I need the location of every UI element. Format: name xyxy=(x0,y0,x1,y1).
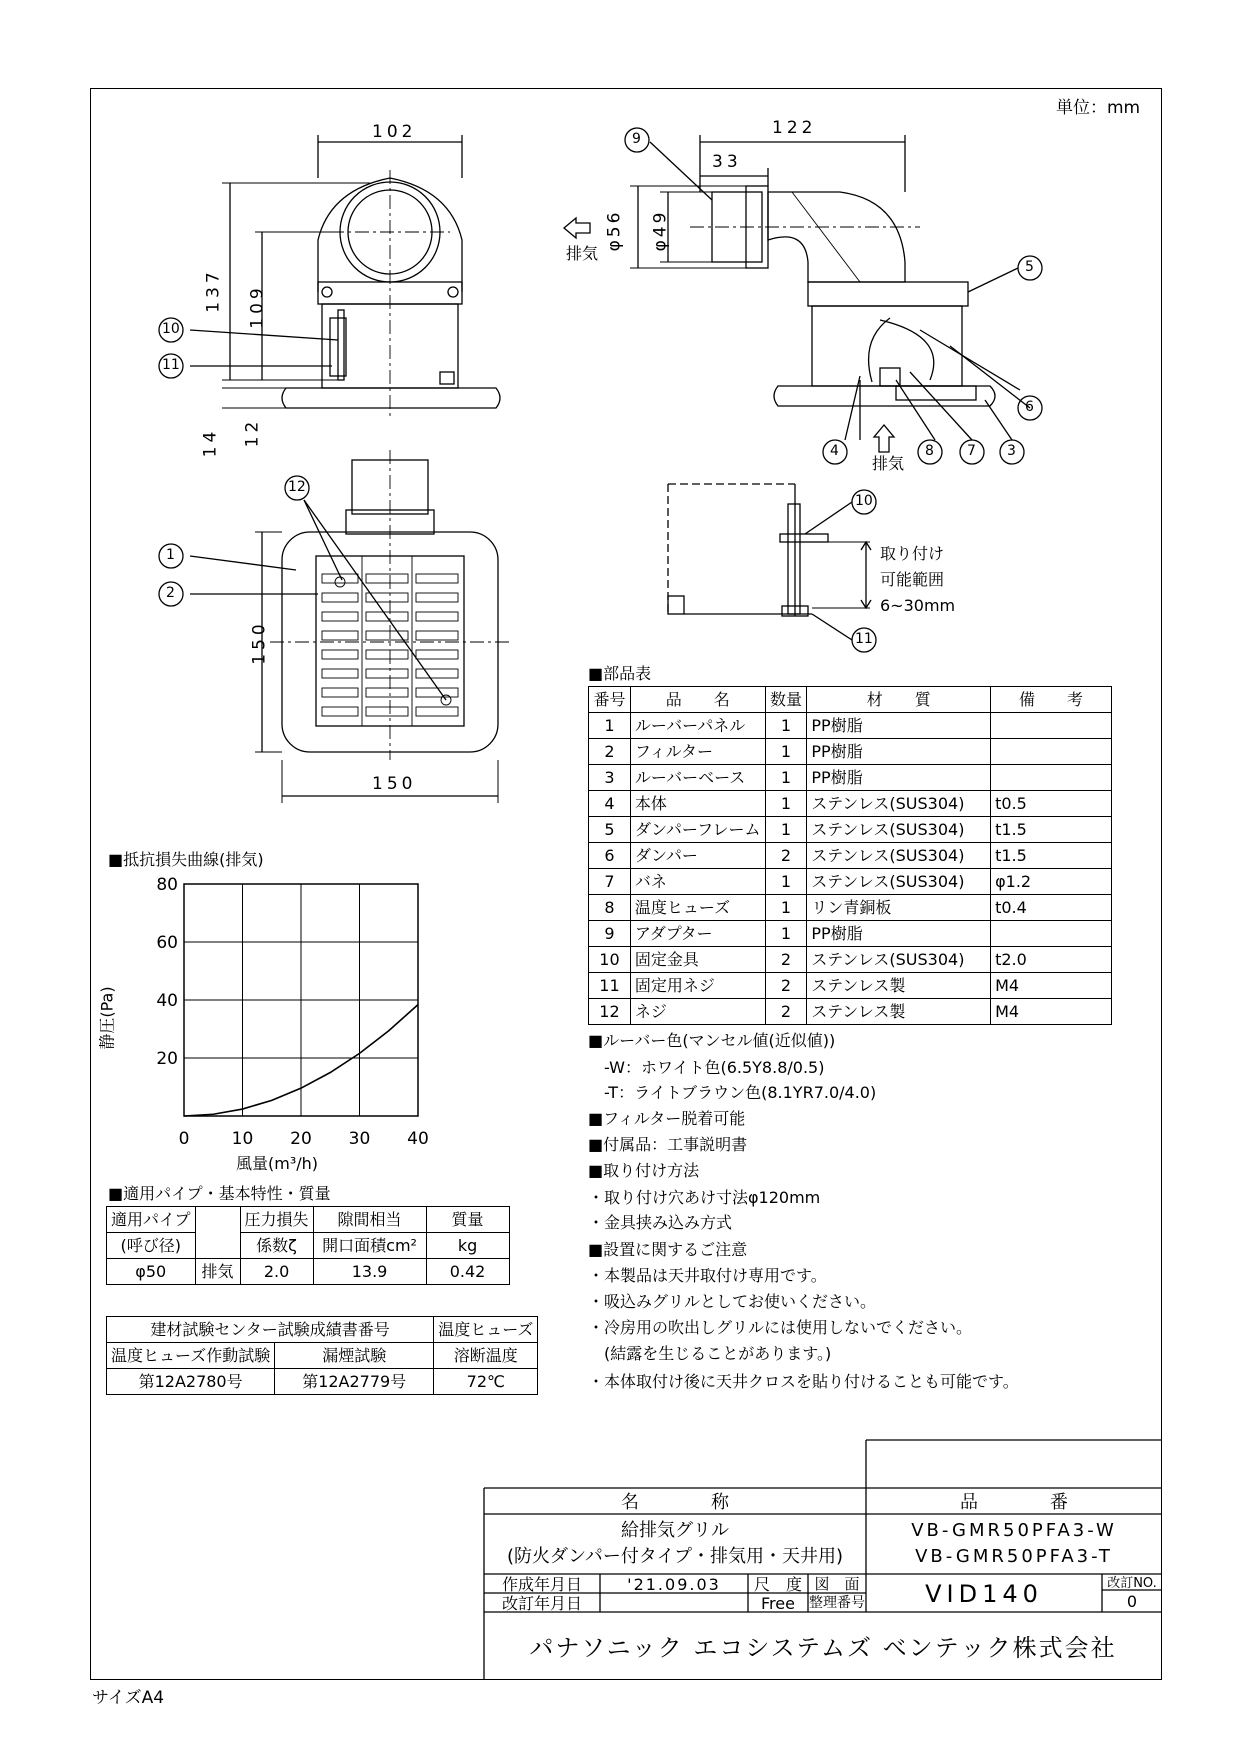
parts-cell: 2 xyxy=(765,999,807,1025)
note-line: ・本体取付け後に天井クロスを貼り付けることも可能です。 xyxy=(588,1372,1019,1391)
test-h1: 建材試験センター試験成績書番号 xyxy=(107,1317,434,1343)
parts-cell: 2 xyxy=(765,947,807,973)
pipe-h2-2: 係数ζ xyxy=(240,1233,313,1259)
callout-3: 3 xyxy=(1007,443,1016,459)
table-row xyxy=(589,713,1112,739)
parts-cell: ネジ xyxy=(630,999,765,1025)
chart-y-tick: 40 xyxy=(156,991,178,1011)
test-v1: 第12A2780号 xyxy=(107,1369,275,1395)
pipe-h1-0: 適用パイプ xyxy=(107,1207,196,1233)
chart-xlabel: 風量(m³/h) xyxy=(236,1154,319,1173)
callout-4: 4 xyxy=(830,443,839,459)
parts-cell: 11 xyxy=(589,973,631,999)
parts-cell: ダンパー xyxy=(630,843,765,869)
parts-cell: 固定金具 xyxy=(630,947,765,973)
dim-front-width: 102 xyxy=(372,122,417,142)
parts-cell: ステンレス製 xyxy=(807,973,991,999)
exhaust-label-top: 排気 xyxy=(566,244,599,263)
parts-cell: 1 xyxy=(765,817,807,843)
dim-front-height: 137 xyxy=(203,268,224,313)
test-h2: 温度ヒューズ xyxy=(434,1317,538,1343)
table-row xyxy=(589,999,1112,1025)
parts-header-2: 数量 xyxy=(765,687,807,713)
note-line: -T：ライトブラウン色(8.1YR7.0/4.0) xyxy=(588,1083,877,1102)
pipe-h1-1 xyxy=(195,1207,240,1233)
parts-cell: 2 xyxy=(765,843,807,869)
callout-10a: 10 xyxy=(162,321,180,337)
parts-cell: t2.0 xyxy=(991,947,1112,973)
note-line: ■取り付け方法 xyxy=(588,1161,700,1180)
parts-cell xyxy=(991,739,1112,765)
parts-cell: フィルター xyxy=(630,739,765,765)
pipe-h1-2: 圧力損失 xyxy=(240,1207,313,1233)
parts-cell: PP樹脂 xyxy=(807,921,991,947)
mount-range-1: 取り付け xyxy=(880,544,945,563)
parts-cell xyxy=(991,765,1112,791)
parts-cell: ルーバーパネル xyxy=(630,713,765,739)
parts-cell: PP樹脂 xyxy=(807,739,991,765)
table-row xyxy=(589,947,1112,973)
chart-y-tick: 60 xyxy=(156,933,178,953)
pipe-v-0: φ50 xyxy=(107,1259,196,1285)
chart-x-tick: 40 xyxy=(407,1129,429,1149)
callout-9: 9 xyxy=(632,131,641,147)
tb-created-label: 作成年月日 xyxy=(501,1575,582,1594)
parts-cell: 2 xyxy=(765,973,807,999)
tb-revised-label: 改訂年月日 xyxy=(501,1594,582,1613)
pipe-h2-3: 開口面積cm² xyxy=(313,1233,426,1259)
pipe-h2-0: (呼び径) xyxy=(107,1233,196,1259)
callout-12: 12 xyxy=(288,479,306,495)
tb-rev-label: 改訂NO. xyxy=(1107,1576,1157,1591)
callout-2: 2 xyxy=(166,585,175,601)
tb-model-2: VB-GMR50PFA3-T xyxy=(915,1546,1113,1567)
unit-label: 単位：mm xyxy=(1056,98,1141,118)
test-v2: 第12A2779号 xyxy=(275,1369,434,1395)
chart-x-tick: 0 xyxy=(178,1129,190,1149)
table-row xyxy=(589,973,1112,999)
parts-cell: t1.5 xyxy=(991,843,1112,869)
test-table xyxy=(106,1316,538,1395)
pipe-v-2: 2.0 xyxy=(240,1259,313,1285)
parts-header-4: 備 考 xyxy=(991,687,1112,713)
note-line: ・取り付け穴あけ寸法φ120mm xyxy=(588,1188,821,1207)
parts-cell: 1 xyxy=(765,869,807,895)
parts-cell: 2 xyxy=(589,739,631,765)
pipe-v-4: 0.42 xyxy=(426,1259,509,1285)
table-row xyxy=(589,895,1112,921)
dim-front-b1: 14 xyxy=(200,427,221,458)
dim-bottom-width: 150 xyxy=(372,774,417,794)
note-line: ・本製品は天井取付け専用です。 xyxy=(588,1266,827,1285)
pipe-table xyxy=(106,1206,510,1285)
parts-header-1: 品 名 xyxy=(630,687,765,713)
parts-cell: 温度ヒューズ xyxy=(630,895,765,921)
parts-cell: t0.4 xyxy=(991,895,1112,921)
tb-scale-label: 尺 度 xyxy=(753,1575,802,1594)
parts-cell: PP樹脂 xyxy=(807,713,991,739)
tb-name-line2: (防火ダンパー付タイプ・排気用・天井用) xyxy=(506,1546,844,1567)
parts-cell: 1 xyxy=(765,765,807,791)
chart-title: ■抵抗損失曲線(排気) xyxy=(108,850,264,869)
table-row xyxy=(589,843,1112,869)
parts-cell: 10 xyxy=(589,947,631,973)
mount-range-2: 可能範囲 xyxy=(880,570,945,589)
parts-cell: 3 xyxy=(589,765,631,791)
parts-cell: ステンレス(SUS304) xyxy=(807,947,991,973)
parts-cell: ステンレス(SUS304) xyxy=(807,791,991,817)
pipe-v-3: 13.9 xyxy=(313,1259,426,1285)
table-row xyxy=(589,739,1112,765)
dim-side-33: 33 xyxy=(712,152,742,172)
note-line: (結露を生じることがあります。) xyxy=(588,1344,832,1363)
note-line: -W：ホワイト色(6.5Y8.8/0.5) xyxy=(588,1058,825,1077)
dim-front-inner: 109 xyxy=(247,284,268,329)
pipe-h1-3: 隙間相当 xyxy=(313,1207,426,1233)
note-line: ■フィルター脱着可能 xyxy=(588,1109,746,1128)
dim-bottom-height: 150 xyxy=(249,620,270,665)
parts-cell: ルーバーベース xyxy=(630,765,765,791)
parts-cell: 1 xyxy=(765,791,807,817)
tb-company: パナソニック エコシステムズ ベンテック株式会社 xyxy=(529,1634,1117,1662)
side-view xyxy=(564,135,1030,452)
chart-y-tick: 20 xyxy=(156,1049,178,1069)
parts-cell: バネ xyxy=(630,869,765,895)
note-line: ・冷房用の吹出しグリルには使用しないでください。 xyxy=(588,1318,973,1337)
tb-drawing-label: 図 面 xyxy=(814,1575,860,1593)
table-row xyxy=(589,791,1112,817)
dim-side-d49: φ49 xyxy=(650,209,671,252)
parts-cell: ステンレス(SUS304) xyxy=(807,817,991,843)
table-row xyxy=(589,869,1112,895)
callout-8: 8 xyxy=(925,443,934,459)
dim-side-width: 122 xyxy=(772,118,817,138)
parts-table xyxy=(588,686,1112,1025)
dim-front-b2: 12 xyxy=(242,417,263,448)
parts-cell: ステンレス製 xyxy=(807,999,991,1025)
parts-cell: PP樹脂 xyxy=(807,765,991,791)
parts-cell: 1 xyxy=(589,713,631,739)
tb-model-1: VB-GMR50PFA3-W xyxy=(911,1520,1117,1541)
parts-cell: リン青銅板 xyxy=(807,895,991,921)
chart-x-tick: 30 xyxy=(348,1129,371,1149)
front-view xyxy=(190,135,500,420)
size-label: サイズA4 xyxy=(92,1688,165,1708)
note-line: ■付属品：工事説明書 xyxy=(588,1135,748,1154)
test-h3: 温度ヒューズ作動試験 xyxy=(107,1343,275,1369)
mount-detail xyxy=(668,484,871,640)
parts-cell: 1 xyxy=(765,739,807,765)
parts-cell: t1.5 xyxy=(991,817,1112,843)
pipe-h1-4: 質量 xyxy=(426,1207,509,1233)
table-row xyxy=(589,921,1112,947)
note-line: ■ルーバー色(マンセル値(近似値)) xyxy=(588,1031,836,1050)
exhaust-label-bottom: 排気 xyxy=(872,454,905,473)
mount-range-3: 6~30mm xyxy=(880,596,956,615)
callout-10b: 10 xyxy=(855,493,873,509)
parts-cell: t0.5 xyxy=(991,791,1112,817)
parts-cell: 本体 xyxy=(630,791,765,817)
parts-cell: M4 xyxy=(991,999,1112,1025)
parts-cell: ステンレス(SUS304) xyxy=(807,869,991,895)
note-line: ・金具挟み込み方式 xyxy=(588,1213,733,1232)
parts-cell: 1 xyxy=(765,713,807,739)
dim-side-d56: φ56 xyxy=(604,209,625,252)
test-v3: 72℃ xyxy=(434,1369,538,1395)
tb-drawing-label2: 整理番号 xyxy=(809,1595,865,1611)
table-row xyxy=(589,817,1112,843)
parts-cell: ダンパーフレーム xyxy=(630,817,765,843)
tb-created-value: '21.09.03 xyxy=(627,1575,721,1594)
parts-cell: M4 xyxy=(991,973,1112,999)
parts-cell xyxy=(991,713,1112,739)
parts-cell: 7 xyxy=(589,869,631,895)
parts-cell: 4 xyxy=(589,791,631,817)
pipe-h2-4: kg xyxy=(426,1233,509,1259)
tb-number-header: 品 番 xyxy=(960,1492,1068,1513)
tb-scale-value: Free xyxy=(761,1594,795,1613)
callout-1: 1 xyxy=(166,547,175,563)
parts-cell: 5 xyxy=(589,817,631,843)
tb-drawing-no: VID140 xyxy=(925,1580,1043,1608)
parts-cell: ステンレス(SUS304) xyxy=(807,843,991,869)
test-h5: 溶断温度 xyxy=(434,1343,538,1369)
parts-cell: 12 xyxy=(589,999,631,1025)
callout-11b: 11 xyxy=(855,631,873,647)
test-h4: 漏煙試験 xyxy=(275,1343,434,1369)
chart-x-tick: 10 xyxy=(231,1129,254,1149)
parts-cell: 1 xyxy=(765,921,807,947)
callout-5: 5 xyxy=(1025,259,1034,275)
parts-cell: 9 xyxy=(589,921,631,947)
parts-cell: アダプター xyxy=(630,921,765,947)
chart-y-tick: 80 xyxy=(156,875,178,895)
callout-7: 7 xyxy=(967,443,976,459)
pipe-h2-1 xyxy=(195,1233,240,1259)
tb-name-line1: 給排気グリル xyxy=(621,1520,729,1541)
parts-table-title: ■部品表 xyxy=(588,664,652,683)
tb-rev-value: 0 xyxy=(1126,1592,1138,1611)
chart-x-tick: 20 xyxy=(290,1129,312,1149)
table-row xyxy=(589,765,1112,791)
pipe-table-title: ■適用パイプ・基本特性・質量 xyxy=(108,1184,331,1203)
pipe-v-1: 排気 xyxy=(195,1259,240,1285)
note-line: ■設置に関するご注意 xyxy=(588,1240,748,1259)
parts-cell: 1 xyxy=(765,895,807,921)
parts-header-3: 材 質 xyxy=(807,687,991,713)
parts-header-0: 番号 xyxy=(589,687,631,713)
tb-name-header: 名 称 xyxy=(621,1492,729,1513)
callout-6: 6 xyxy=(1025,399,1034,415)
parts-cell: 6 xyxy=(589,843,631,869)
callout-11a: 11 xyxy=(162,357,180,373)
parts-cell: φ1.2 xyxy=(991,869,1112,895)
parts-cell xyxy=(991,921,1112,947)
parts-cell: 固定用ネジ xyxy=(630,973,765,999)
chart-ylabel: 静圧(Pa) xyxy=(97,986,117,1050)
bottom-view xyxy=(190,450,510,803)
note-line: ・吸込みグリルとしてお使いください。 xyxy=(588,1292,877,1311)
parts-cell: 8 xyxy=(589,895,631,921)
